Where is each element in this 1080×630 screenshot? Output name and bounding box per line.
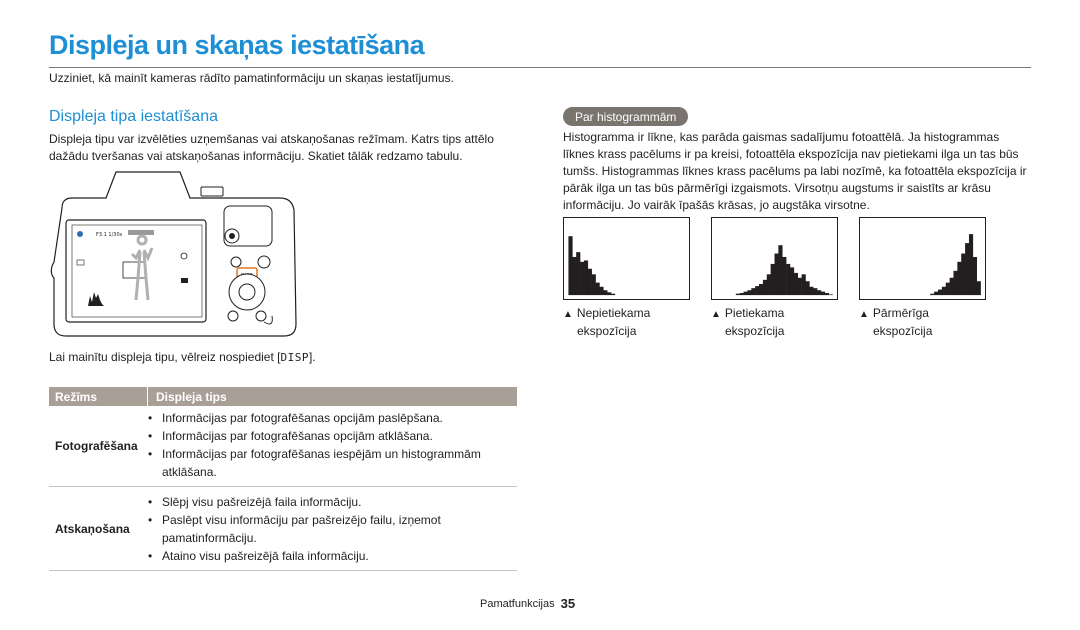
- histogram-bar: [794, 273, 798, 295]
- histogram-bar: [759, 284, 763, 295]
- histogram-bar: [946, 283, 950, 295]
- histogram-bar: [607, 292, 611, 295]
- histogram-bar: [973, 257, 977, 295]
- disp-note-prefix: Lai mainītu displeja tipu, vēlreiz nospiediet [: [49, 350, 281, 364]
- list-item: • Ataino visu pašreizējā faila informāciju.: [148, 547, 517, 565]
- histogram-bar: [809, 287, 813, 295]
- histogram-bar: [744, 292, 748, 295]
- list-item: • Informācijas par fotografēšanas iespējām un histogrammām atklāšana.: [148, 445, 517, 481]
- caption-underexposed: [563, 305, 650, 340]
- histogram-bar: [969, 234, 973, 295]
- caption-correct: [711, 305, 784, 340]
- histogram-bar: [825, 293, 829, 295]
- histogram-bar: [763, 280, 767, 295]
- table-header-display-type: Displeja tips: [156, 389, 227, 404]
- histogram-bar: [821, 292, 825, 295]
- histogram-bar: [977, 281, 981, 295]
- histogram-bar: [588, 269, 592, 295]
- page-footer: [480, 596, 575, 611]
- histogram-bar: [965, 243, 969, 295]
- caption-line1: Pietiekama: [724, 306, 785, 320]
- triangle-up-icon: ▲: [563, 309, 573, 320]
- table-mode-playback: Atskaņošana: [55, 521, 130, 536]
- histogram-bar: [568, 236, 572, 295]
- list-item: • Paslēpt visu informāciju par pašreizējo failu, izņemot pamatinformāciju.: [148, 511, 517, 547]
- triangle-up-icon: ▲: [859, 309, 869, 320]
- histogram-correct: [711, 217, 838, 300]
- caption-overexposed: [859, 305, 932, 340]
- histogram-bar: [747, 290, 751, 295]
- section-heading-display-type: Displeja tipa iestatīšana: [49, 108, 218, 125]
- histogram-bar: [740, 293, 744, 295]
- histogram-bar: [938, 290, 942, 296]
- histogram-bar: [813, 288, 817, 295]
- histogram-bar: [805, 281, 809, 295]
- button-bottom-left: [228, 311, 238, 321]
- histogram-bar: [572, 257, 576, 295]
- histogram-bar: [798, 278, 802, 295]
- histogram-bar: [767, 274, 771, 295]
- caption-line1: Pārmērīga: [872, 306, 929, 320]
- footer-section: Pamatfunkcijas: [480, 597, 555, 610]
- histogram-bar: [790, 267, 794, 295]
- page-title: Displeja un skaņas iestatīšana: [49, 30, 425, 60]
- histogram-overexposed: [859, 217, 986, 300]
- caption-line1: Nepietiekama: [576, 306, 651, 320]
- histogram-bar: [829, 294, 833, 295]
- caption-line2: ekspozīcija: [725, 324, 785, 338]
- histogram-bar: [950, 278, 954, 295]
- histogram-bar: [802, 274, 806, 295]
- histogram-bar: [736, 294, 740, 295]
- histogram-paragraph: Histogramma ir līkne, kas parāda gaismas sadalījumu fotoattēlā. Ja histogrammas līknes krass pacēlums ir pa kreisi, fotoattēla ekspozīcija nav pietiekami ilga un tas būs tumšs. Histogrammas līknes krass pacēlums pa labi nozīmē, ka fotoattēla ekspozīcija ir pārāk ilga un tas būs pārmērīgi izgaismots. Virsotņu augstums ir saistīts ar krāsu informāciju. Jo vairāk īpašās krāsas, jo augstāka virsotne.: [563, 130, 1027, 212]
- histogram-bar: [786, 264, 790, 295]
- histogram-bar: [771, 264, 775, 295]
- histogram-bar: [957, 262, 961, 295]
- lcd-readout: F3.1 1/30s: [96, 232, 123, 238]
- histogram-bar: [930, 294, 934, 295]
- caption-line2: ekspozīcija: [873, 324, 933, 338]
- histogram-bar: [576, 252, 580, 295]
- list-item: • Informācijas par fotografēšanas opcijām atklāšana.: [148, 427, 517, 445]
- histogram-bar: [751, 288, 755, 295]
- lcd-mode-icon: [77, 231, 83, 237]
- histogram-bar: [584, 260, 588, 295]
- table-mode-shooting: Fotografēšana: [55, 439, 138, 453]
- button-top-left: [231, 257, 241, 267]
- button-bottom-right: [256, 311, 266, 321]
- lcd-right-icon: [181, 278, 188, 283]
- histogram-bar: [755, 286, 759, 295]
- page-number: 35: [560, 596, 576, 611]
- ok-button: [239, 284, 255, 300]
- list-item: • Slēpj visu pašreizējā faila informāciju.: [148, 493, 517, 511]
- histogram-bar: [611, 294, 615, 295]
- histogram-underexposed: [563, 217, 690, 300]
- disp-note: [49, 350, 316, 364]
- intro-text: Uzziniet, kā mainīt kameras rādīto pamatinformāciju un skaņas iestatījumus.: [49, 71, 454, 85]
- histogram-bar: [599, 287, 603, 295]
- disp-note-suffix: ].: [308, 350, 316, 364]
- histogram-bar: [580, 262, 584, 295]
- table-row: [49, 487, 517, 571]
- histogram-bar: [953, 271, 957, 295]
- histogram-bar: [817, 290, 821, 295]
- list-item: • Informācijas par fotografēšanas opcijām paslēpšana.: [148, 409, 517, 427]
- histogram-bar: [934, 292, 938, 295]
- camera-back-illustration: [48, 166, 300, 340]
- triangle-up-icon: ▲: [711, 309, 721, 320]
- histogram-bar: [775, 254, 779, 296]
- histogram-bar: [961, 254, 965, 296]
- lcd-exposure-bar: [128, 230, 154, 235]
- title-divider: [49, 67, 1031, 68]
- histogram-bar: [603, 290, 607, 295]
- display-type-paragraph: Displeja tipu var izvēlēties uzņemšanas vai atskaņošanas režīmam. Katrs tips attēlo dažādu tveršanas vai atskaņošanas informāciju. Skatiet tālāk redzamo tabulu.: [49, 132, 494, 163]
- table-header: [49, 387, 517, 406]
- hotshoe: [201, 187, 223, 196]
- display-type-table: [49, 387, 517, 571]
- histogram-bar: [782, 257, 786, 295]
- histogram-section-pill: Par histogrammām: [563, 107, 688, 126]
- histogram-bar: [592, 274, 596, 295]
- table-header-mode: Režīms: [49, 387, 148, 406]
- table-row: [49, 406, 517, 487]
- histogram-bar: [942, 287, 946, 295]
- histogram-bar: [778, 245, 782, 295]
- button-top-right: [258, 256, 270, 268]
- caption-line2: ekspozīcija: [577, 324, 637, 338]
- disp-key-icon: DISP: [280, 351, 309, 364]
- histogram-bar: [596, 283, 600, 295]
